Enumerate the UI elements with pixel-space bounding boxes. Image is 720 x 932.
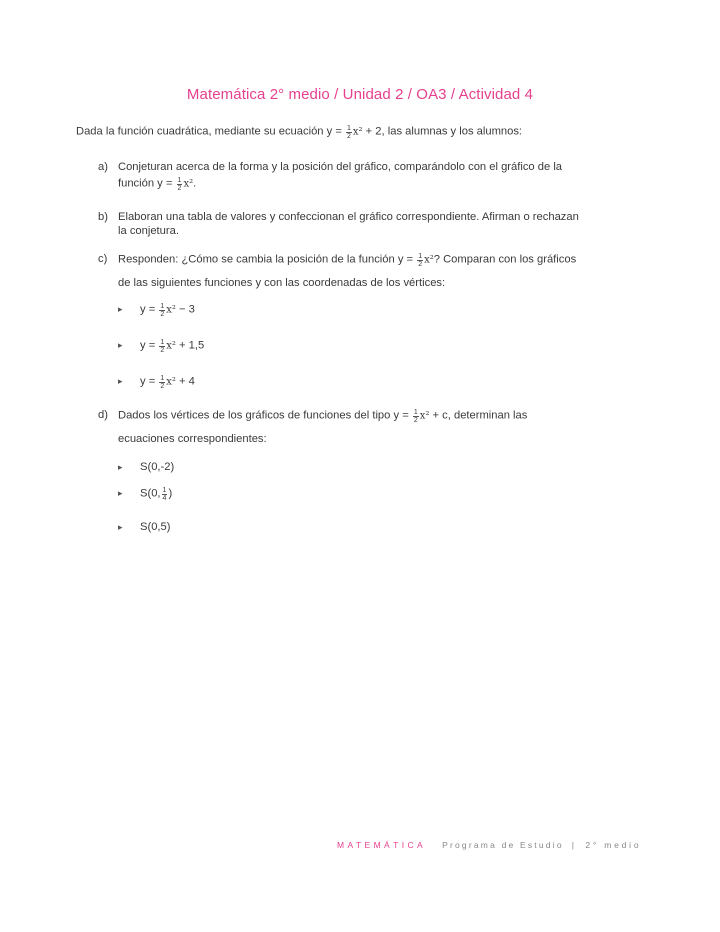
item-d-line1: Dados los vértices de los gráficos de funciones del tipo y = $\frac{1}{2}$ x² + c, determinan las	[118, 409, 528, 424]
fraction: $\frac{1}{2}$	[160, 375, 165, 390]
fraction: $\frac{1}{2}$	[177, 177, 182, 192]
sub-item-c1: y = $\frac{1}{2}$ x² − 3	[140, 303, 195, 318]
page-title: Matemática 2° medio / Unidad 2 / OA3 / Actividad 4	[186, 86, 534, 103]
page-footer	[337, 840, 641, 850]
footer-program: Programa de Estudio	[442, 840, 564, 850]
sub-item-d1: S(0,-2)	[140, 461, 175, 473]
footer-separator: |	[571, 840, 578, 850]
variable: x²	[183, 178, 194, 190]
variable: x²	[352, 126, 363, 138]
item-c-line1: Responden: ¿Cómo se cambia la posición de la función y = $\frac{1}{2}$ x²? Comparan con los gráficos	[118, 253, 577, 268]
item-d-label: d)	[98, 409, 108, 421]
item-d-line2: ecuaciones correspondientes:	[118, 433, 267, 445]
item-a-line1: Conjeturan acerca de la forma y la posición del gráfico, comparándolo con el gráfico de la	[118, 161, 563, 173]
sub-item-c2: y = $\frac{1}{2}$ x² + 1,5	[140, 339, 205, 354]
variable: x²	[166, 340, 176, 352]
bullet-icon: ▸	[118, 376, 123, 386]
item-b-line1: Elaboran una tabla de valores y confeccionan el gráfico correspondiente. Afirman o rechazan	[118, 211, 579, 223]
fraction: $\frac{1}{2}$	[346, 125, 351, 140]
sub-item-d3: S(0,5)	[140, 521, 171, 533]
variable: x²	[424, 254, 434, 266]
fraction: $\frac{1}{2}$	[160, 339, 165, 354]
bullet-icon: ▸	[118, 304, 123, 314]
intro-text-before: Dada la función cuadrática, mediante su ecuación y =	[76, 125, 345, 138]
item-c-line2: de las siguientes funciones y con las coordenadas de los vértices:	[118, 277, 446, 289]
bullet-icon: ▸	[118, 522, 123, 532]
footer-subject: MATEMÁTICA	[337, 840, 427, 850]
intro-text-after: + 2, las alumnas y los alumnos:	[362, 125, 523, 138]
fraction: $\frac{1}{4}$	[162, 487, 167, 502]
fraction: $\frac{1}{2}$	[418, 253, 423, 268]
fraction: $\frac{1}{2}$	[413, 409, 418, 424]
variable: x²	[419, 410, 430, 422]
sub-item-d2: S(0, $\frac{1}{4}$ )	[140, 487, 173, 502]
item-a-line2: función y = $\frac{1}{2}$ x².	[118, 177, 197, 192]
variable: x²	[166, 376, 176, 388]
bullet-icon: ▸	[118, 462, 123, 472]
sub-item-c3: y = $\frac{1}{2}$ x² + 4	[140, 375, 195, 390]
variable: x²	[166, 304, 176, 316]
item-b-line2: la conjetura.	[118, 225, 179, 237]
item-c-label: c)	[98, 253, 108, 265]
fraction: $\frac{1}{2}$	[160, 303, 165, 318]
bullet-icon: ▸	[118, 488, 123, 498]
item-a-label: a)	[98, 161, 108, 173]
intro-text	[76, 124, 522, 139]
bullet-icon: ▸	[118, 340, 123, 350]
item-b-label: b)	[98, 211, 108, 223]
footer-grade: 2° medio	[585, 840, 642, 850]
